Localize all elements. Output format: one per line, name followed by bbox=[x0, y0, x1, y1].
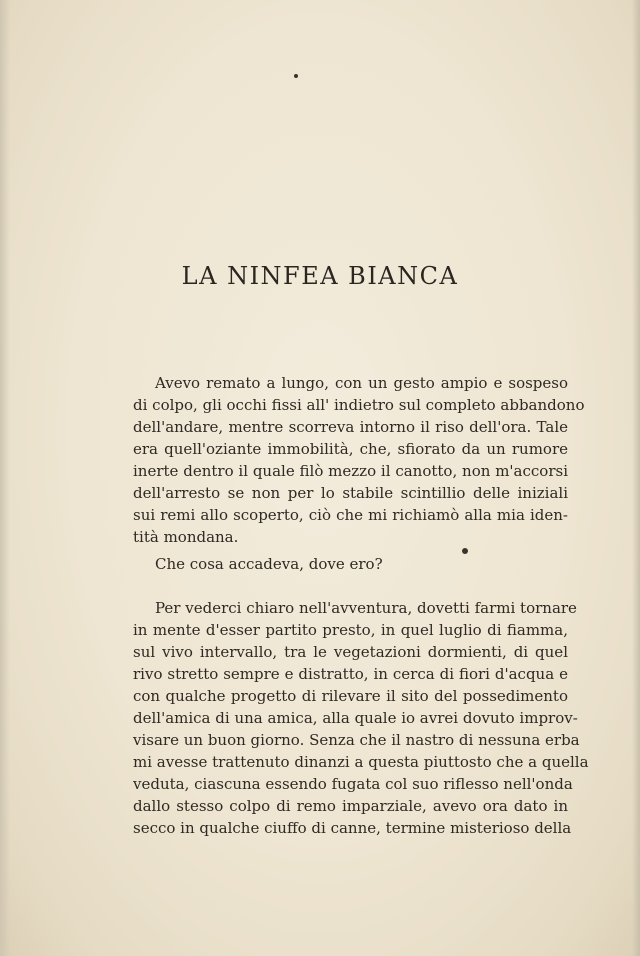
page-edge-left bbox=[0, 0, 10, 956]
paragraph-3 bbox=[133, 597, 589, 839]
text-line: veduta, ciascuna essendo fugata col suo riflesso nell'onda bbox=[133, 775, 573, 793]
page-edge-right bbox=[632, 0, 640, 956]
text-line: sul vivo intervallo, tra le vegetazioni dormienti, di quel bbox=[133, 643, 568, 661]
text-line: Che cosa accadeva, dove ero? bbox=[155, 555, 383, 573]
text-line: secco in qualche ciuffo di canne, termine misterioso della bbox=[133, 819, 572, 837]
text-line: dallo stesso colpo di remo imparziale, avevo ora dato in bbox=[133, 797, 568, 815]
text-line: con qualche progetto di rilevare il sito del possedimento bbox=[133, 687, 568, 705]
paragraph-1 bbox=[133, 372, 585, 548]
text-line: di colpo, gli occhi fissi all' indietro sul completo abbandono bbox=[133, 396, 585, 414]
paragraph-2 bbox=[133, 553, 568, 575]
text-line: inerte dentro il quale filò mezzo il canotto, non m'accorsi bbox=[133, 462, 568, 480]
ink-speck bbox=[294, 74, 298, 78]
text-line: Per vederci chiaro nell'avventura, dovetti farmi tornare bbox=[155, 599, 577, 617]
text-line: rivo stretto sempre e distratto, in cerca di fiori d'acqua e bbox=[133, 665, 568, 683]
text-line: dell'amica di una amica, alla quale io avrei dovuto improv- bbox=[133, 709, 578, 727]
text-line: dell'andare, mentre scorreva intorno il riso dell'ora. Tale bbox=[133, 418, 568, 436]
text-line: sui remi allo scoperto, ciò che mi richiamò alla mia iden- bbox=[133, 506, 568, 524]
text-line: Avevo remato a lungo, con un gesto ampio e sospeso bbox=[155, 374, 568, 392]
text-line: era quell'oziante immobilità, che, sfiorato da un rumore bbox=[133, 440, 568, 458]
chapter-title: LA NINFEA BIANCA bbox=[181, 262, 459, 290]
text-line: mi avesse trattenuto dinanzi a questa piuttosto che a quella bbox=[133, 753, 589, 771]
text-line: in mente d'esser partito presto, in quel luglio di fiamma, bbox=[133, 621, 568, 639]
text-line: visare un buon giorno. Senza che il nastro di nessuna erba bbox=[133, 731, 580, 749]
text-line: dell'arresto se non per lo stabile scintillio delle iniziali bbox=[133, 484, 568, 502]
text-line: tità mondana. bbox=[133, 528, 239, 546]
